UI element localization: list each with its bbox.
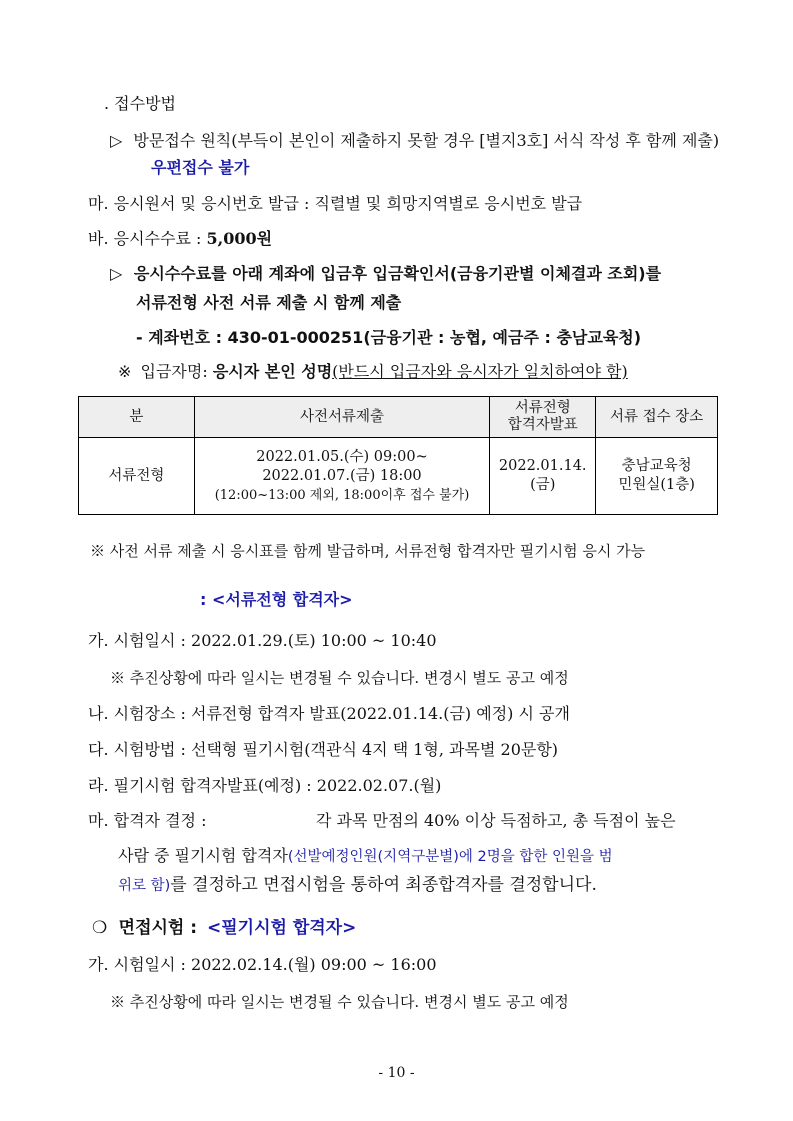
- table-note: ※ 사전 서류 제출 시 응시표를 함께 발급하며, 서류전형 합격자만 필기시험 응시 가능: [90, 542, 646, 560]
- fee-instruction-2: 서류전형 사전 서류 제출 시 함께 제출: [136, 293, 402, 312]
- issue-number-line: 마. 응시원서 및 응시번호 발급 : 직렬별 및 희망지역별로 응시번호 발급: [88, 194, 583, 213]
- depositor-bold: 응시자 본인 성명: [212, 362, 333, 381]
- place-line-2: 민원실(1층): [618, 477, 695, 493]
- bullet-triangle: ▷: [110, 264, 123, 283]
- bullet-triangle: ▷: [110, 131, 123, 150]
- decision-text: 를 결정하고 면접시험을 통하여 최종합격자를 결정합니다.: [170, 875, 597, 895]
- circle-bullet-icon: ❍: [92, 918, 108, 938]
- written-exam-heading: : <서류전형 합격자>: [200, 590, 353, 609]
- fee-instruction-1: [110, 263, 661, 285]
- period-note: (12:00~13:00 제외, 18:00이후 접수 불가): [214, 487, 470, 503]
- place-line-1: 충남교육청: [621, 458, 692, 474]
- place-cell: [596, 438, 718, 515]
- page-number: - 10 -: [378, 1065, 415, 1081]
- visit-receipt-text: 방문접수 원칙(부득이 본인이 제출하지 못할 경우 [별지3호] 서식 작성 후 함께 제출): [133, 131, 720, 150]
- table-header-row: [79, 397, 718, 438]
- written-exam-date: 가. 시험일시 : 2022.01.29.(토) 10:00 ~ 10:40: [88, 631, 437, 650]
- interview-date-note: ※ 추진상황에 따라 일시는 변경될 수 있습니다. 변경시 별도 공고 예정: [110, 993, 569, 1011]
- decision-label: 마. 합격자 결정 :: [88, 811, 207, 830]
- period-start: 2022.01.05.(수) 09:00~: [256, 448, 428, 465]
- decision-line-3: [118, 874, 597, 897]
- decision-line-2: [118, 845, 613, 868]
- no-mail-notice: 우편접수 불가: [151, 158, 250, 177]
- visit-receipt-line: [110, 130, 719, 152]
- decision-blue-text: 위로 함): [118, 878, 171, 894]
- written-exam-method: 다. 시험방법 : 선택형 필기시험(객관식 4지 택 1형, 과목별 20문항): [88, 740, 559, 759]
- header-cell: 분: [79, 397, 195, 438]
- header-cell: 사전서류제출: [194, 397, 490, 438]
- fee-instruction-text: 응시수수료를 아래 계좌에 입금후 입금확인서(금융기관별 이체결과 조회)를: [133, 264, 662, 283]
- decision-line-1: 각 과목 만점의 40% 이상 득점하고, 총 득점이 높은: [316, 811, 676, 830]
- account-number: - 계좌번호 : 430-01-000251(금융기관 : 농협, 예금주 : 충남교육청): [136, 328, 642, 347]
- note-mark: ※: [118, 362, 132, 381]
- written-exam-place: 나. 시험장소 : 서류전형 합격자 발표(2022.01.14.(금) 예정) 시 공개: [88, 704, 570, 723]
- depositor-line: [118, 361, 628, 383]
- decision-text: 사람 중 필기시험 합격자: [118, 846, 288, 865]
- period-cell: [194, 438, 490, 515]
- written-exam-date-note: ※ 추진상황에 따라 일시는 변경될 수 있습니다. 변경시 별도 공고 예정: [110, 669, 569, 687]
- depositor-note: (반드시 입금자와 응시자가 일치하여야 함): [332, 362, 628, 381]
- header-cell: 서류전형 합격자발표: [490, 397, 596, 438]
- interview-date: 가. 시험일시 : 2022.02.14.(월) 09:00 ~ 16:00: [88, 955, 437, 974]
- receipt-method-heading: . 접수방법: [104, 94, 176, 113]
- depositor-label: 입금자명:: [140, 362, 213, 381]
- written-exam-announce: 라. 필기시험 합격자발표(예정) : 2022.02.07.(월): [88, 776, 442, 795]
- announce-cell: 2022.01.14.(금): [490, 438, 596, 515]
- table-row: [79, 438, 718, 515]
- type-cell: 서류전형: [79, 438, 195, 515]
- fee-label: 바. 응시수수료 :: [88, 229, 207, 248]
- interview-title: 면접시험 :: [118, 918, 203, 938]
- interview-target: <필기시험 합격자>: [206, 918, 357, 938]
- period-end: 2022.01.07.(금) 18:00: [262, 467, 422, 484]
- fee-amount: 5,000원: [206, 229, 273, 248]
- schedule-table: [78, 396, 718, 515]
- interview-heading: [92, 917, 356, 939]
- fee-line: [88, 228, 272, 250]
- decision-blue-text: (선발예정인원(지역구분별)에 2명을 합한 인원을 범: [287, 849, 613, 865]
- header-cell: 서류 접수 장소: [596, 397, 718, 438]
